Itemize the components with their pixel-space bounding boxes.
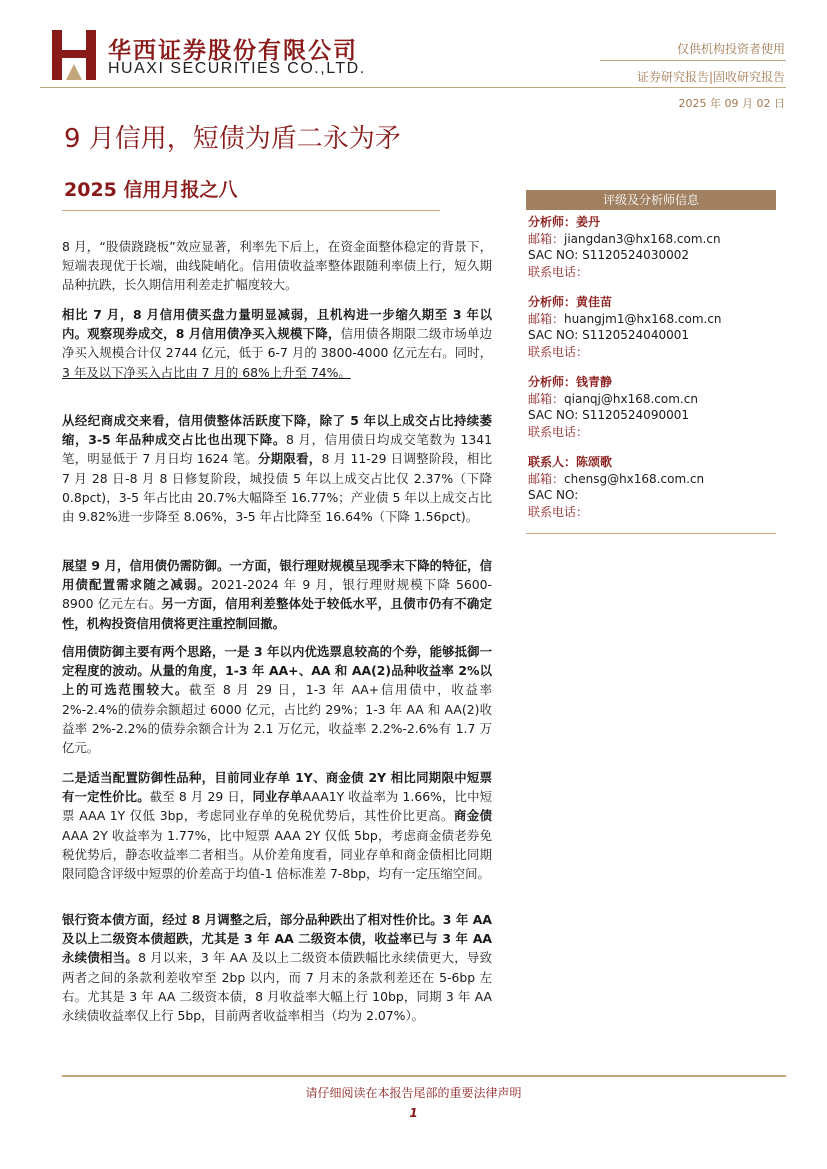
- paragraph-underlined: 3 年及以下净买入占比由 7 月的 68%上升至 74%。: [62, 364, 351, 380]
- paragraph-defense-ideas: [62, 642, 492, 757]
- analyst-role: 分析师：: [528, 375, 577, 389]
- paragraph-overview: [62, 237, 492, 295]
- footer-rule: [62, 1075, 786, 1077]
- header-divider: [600, 60, 786, 61]
- paragraph-bold: 同业存单: [252, 789, 303, 805]
- paragraph-bold: 另一方面，信用利差整体处于较低水平，且债市仍有不确定性，机构投资信用债将更注重控制回撤。: [62, 596, 493, 631]
- paragraph-text: AAA1Y 收益率为 1.66%，比中短票 AAA 1Y 仅低 3bp，考虑同业存单的免税优势后，其性价比更高。: [62, 789, 493, 824]
- sac-label: SAC NO:: [528, 248, 579, 262]
- analyst-info-heading: 评级及分析师信息: [526, 190, 776, 210]
- analyst-name: 钱青静: [576, 375, 613, 389]
- paragraph-defensive-products: [62, 768, 492, 883]
- paragraph-text: 2021-2024 年 9 月，银行理财规模下降 5600-8900 亿元左右。: [62, 577, 493, 612]
- paragraph-outlook: [62, 556, 492, 633]
- email-label: 邮箱：: [528, 391, 565, 406]
- paragraph-text: 8 月以来，3 年 AA 及以上二级资本债跌幅比永续债更大，导致两者之间的条款利差收窄至 2bp 以内，而 7 月末的条款利差还在 5-6bp 左右。尤其是 3 年 AA 二级资本债，8 月收益率大幅上行 10bp，同期 3 年 AA 永续债收益率仅上行 5bp，目前两者收益率相当（均为 2.07%）。: [62, 950, 492, 1024]
- contact-card: [528, 454, 778, 520]
- sac-label: SAC NO:: [528, 328, 579, 342]
- phone-label: 联系电话：: [528, 264, 589, 279]
- analyst-email[interactable]: huangjm1@hx168.com.cn: [564, 311, 722, 326]
- subtitle-underline: [62, 210, 440, 211]
- email-label: 邮箱：: [528, 471, 565, 486]
- paragraph-text: 截至 8 月 29 日，1-3 年 AA+信用债中，收益率 2%-2.4%的债券余额超过 6000 亿元，占比约 29%；1-3 年 AA 和 AA(2)收益率 2%-2.2%的债券余额合计为 2.1 万亿元，收益率 2.2%-2.6%有 1.7 万亿元。: [62, 682, 493, 756]
- phone-label: 联系电话：: [528, 344, 589, 359]
- phone-label: 联系电话：: [528, 504, 589, 519]
- audience-note: 仅供机构投资者使用: [676, 42, 785, 56]
- analyst-card: [528, 294, 778, 360]
- paragraph-text: AAA 2Y 收益率为 1.77%，比中短票 AAA 2Y 仅低 5bp，考虑商金债老券免税优势后，静态收益率二者相当。从价差角度看，同业存单和商金债相比同期限同隐含评级中短票的价差高于均值-1 倍标准差 7-8bp，均有一定压缩空间。: [62, 827, 492, 882]
- legal-disclaimer-note: 请仔细阅读在本报告尾部的重要法律声明: [305, 1086, 522, 1100]
- analyst-name: 黄佳苗: [576, 295, 613, 309]
- paragraph-text: 8 月，信用债日均成交笔数为 1341 笔，明显低于 7 月日均 1624 笔。: [62, 432, 492, 467]
- analyst-card: [528, 214, 778, 280]
- paragraph-lead: 银行资本债方面，经过 8 月调整之后，部分品种跌出了相对性价比。3 年 AA 及以上二级资本债超跌，尤其是 3 年 AA 二级资本债，收益率已与 3 年 AA 永续债相当。: [62, 912, 492, 966]
- company-name-cn: 华西证券股份有限公司: [108, 38, 358, 64]
- report-subtitle: 2025 信用月报之八: [64, 179, 238, 201]
- paragraph-lead: 从经纪商成交来看，信用债整体活跃度下降，除了 5 年以上成交占比持续萎缩，3-5 年品种成交占比也出现下降。: [62, 413, 492, 448]
- paragraph-broker-trades: [62, 411, 492, 526]
- paragraph-bold: 分期限看，: [258, 451, 322, 467]
- sidebar-bottom-rule: [526, 533, 776, 534]
- paragraph-text: 8 月，“股债跷跷板”效应显著，利率先下后上，在资金面整体稳定的背景下，短端表现优于长端，曲线陡峭化。信用债收益率整体跟随利率债上行，短久期品种抗跌，长久期信用利差走扩幅度较大。: [62, 239, 492, 293]
- sac-number: S1120524090001: [582, 408, 689, 422]
- report-title: 9 月信用，短债为盾二永为矛: [64, 124, 401, 154]
- email-label: 邮箱：: [528, 231, 565, 246]
- paragraph-bank-capital: [62, 910, 492, 1025]
- contact-email[interactable]: chensg@hx168.com.cn: [564, 471, 705, 486]
- paragraph-lead: 二是适当配置防御性品种，目前同业存单 1Y、商金债 2Y 相比同期限中短票有一定性价比。: [62, 770, 492, 805]
- sac-number: S1120524040001: [582, 328, 689, 342]
- paragraph-text: 信用债各期限二级市场单边净买入规模合计仅 2744 亿元，低于 6-7 月的 3800-4000 亿元左右。同时，: [62, 326, 493, 361]
- analyst-email[interactable]: qianqj@hx168.com.cn: [564, 391, 698, 406]
- paragraph-lead: 展望 9 月，信用债仍需防御。一方面，银行理财规模呈现季末下降的特征，信用债配置需求随之减弱。: [62, 558, 492, 593]
- page-number: 1: [409, 1106, 418, 1120]
- sac-label: SAC NO:: [528, 408, 579, 422]
- phone-label: 联系电话：: [528, 424, 589, 439]
- report-type: 证券研究报告|固收研究报告: [636, 70, 785, 84]
- paragraph-lead: 信用债防御主要有两个思路，一是 3 年以内优选票息较高的个券，能够抵御一定程度的波动。从量的角度，1-3 年 AA+、AA 和 AA(2)品种收益率 2%以上的可选范围较大。: [62, 644, 492, 698]
- analyst-card: [528, 374, 778, 440]
- email-label: 邮箱：: [528, 311, 565, 326]
- company-name-en: HUAXI SECURITIES CO.,LTD.: [108, 60, 366, 77]
- paragraph-trading-volume: [62, 305, 492, 382]
- company-logo: [52, 30, 96, 80]
- paragraph-lead: 相比 7 月，8 月信用债买盘力量明显减弱，且机构进一步缩久期至 3 年以内。观察现券成交，8 月信用债净买入规模下降，: [62, 307, 492, 342]
- sac-label: SAC NO:: [528, 488, 579, 502]
- analyst-role: 分析师：: [528, 215, 577, 229]
- contact-role: 联系人：: [528, 455, 577, 469]
- sac-number: S1120524030002: [582, 248, 689, 262]
- paragraph-text: 截至 8 月 29 日，: [149, 789, 253, 805]
- report-date: 2025 年 09 月 02 日: [678, 97, 785, 110]
- analyst-role: 分析师：: [528, 295, 577, 309]
- paragraph-text: 8 月 11-29 日调整阶段，相比 7 月 28 日-8 月 8 日修复阶段，城投债 5 年以上成交占比仅 2.37%（下降 0.8pct)，3-5 年占比由 20.7%大幅降至 16.77%；产业债 5 年以上成交占比由 9.82%进一步降至 8.06%，3-5 年占比降至 16.64%（下降 1.56pct)。: [62, 451, 493, 525]
- contact-name: 陈颂歌: [576, 455, 613, 469]
- analyst-name: 姜丹: [576, 215, 601, 229]
- analyst-email[interactable]: jiangdan3@hx168.com.cn: [564, 231, 721, 246]
- header-rule: [40, 87, 786, 88]
- paragraph-bold: 商金债: [453, 808, 492, 824]
